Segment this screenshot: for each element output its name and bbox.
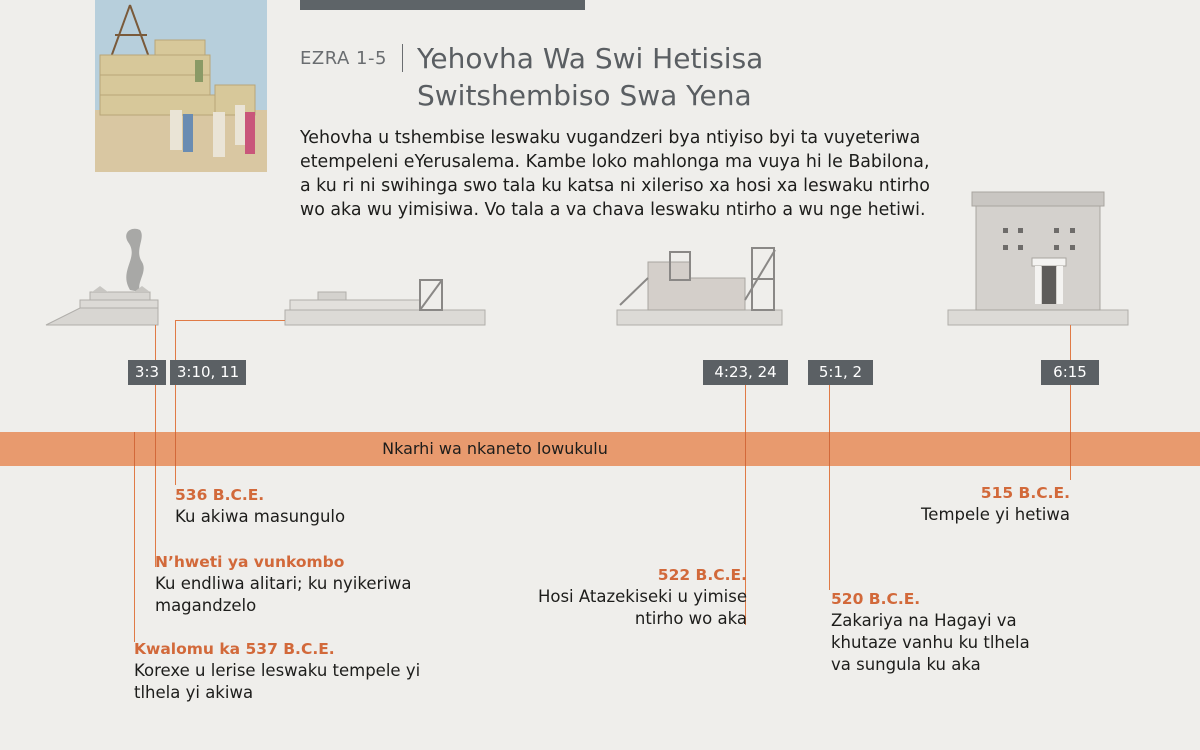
connector-line: [1070, 325, 1071, 360]
timeline-event: [921, 482, 1070, 526]
event-date: 536 B.C.E.: [175, 486, 265, 504]
event-text: tlhela yi akiwa: [134, 683, 254, 702]
connector-line: [155, 385, 156, 567]
connector-line: [175, 432, 176, 466]
connector-line: [1070, 432, 1071, 466]
timeline-event: [538, 564, 747, 630]
connector-line: [155, 325, 156, 360]
construction-stages: [0, 0, 1200, 330]
connector-line: [829, 385, 830, 590]
event-text: khutaze vanhu ku tlhela: [831, 633, 1030, 652]
ref-label: 6:15: [1041, 360, 1099, 385]
event-text: Korexe u lerise leswaku tempele yi: [134, 661, 421, 680]
connector-line: [745, 432, 746, 466]
connector-line: [829, 432, 830, 466]
event-text: Ku endliwa alitari; ku nyikeriwa: [155, 574, 412, 593]
connector-line: [175, 320, 285, 321]
band-label: Nkarhi wa nkaneto lowukulu: [382, 439, 608, 458]
connector-line: [155, 432, 156, 466]
connector-line: [134, 432, 135, 466]
intro-line: Yehovha u tshembise leswaku vugandzeri bya ntiyiso byi ta vuyeteriwa: [300, 128, 921, 148]
title-line: Switshembiso Swa Yena: [417, 79, 752, 112]
timeline-event: [155, 551, 411, 617]
event-date: 520 B.C.E.: [831, 590, 921, 608]
title-line: Yehovha Wa Swi Hetisisa: [417, 42, 764, 75]
event-date: 515 B.C.E.: [980, 484, 1070, 502]
ref-label: 4:23, 24: [703, 360, 788, 385]
event-date: 522 B.C.E.: [657, 566, 747, 584]
ref-label: 3:10, 11: [170, 360, 246, 385]
connector-line: [175, 320, 176, 360]
intro-line: wo aka wu yimisiwa. Vo tala a va chava leswaku ntirho a wu nge hetiwi.: [300, 200, 926, 220]
event-text: Ku akiwa masungulo: [175, 507, 346, 526]
timeline-event: [831, 588, 1030, 676]
altar-illustration: [46, 229, 158, 325]
partial-temple-illustration: [617, 248, 782, 325]
intro-line: etempeleni eYerusalema. Kambe loko mahlonga ma vuya hi le Babilona,: [300, 152, 930, 172]
timeline-event: [175, 484, 345, 528]
timeline-event: [134, 638, 420, 704]
intro-line: a ku ri ni swihinga swo tala ku katsa ni xileriso xa hosi xa leswaku ntirho: [300, 176, 930, 196]
scripture-reference: EZRA 1-5: [300, 48, 387, 69]
event-date: Kwalomu ka 537 B.C.E.: [134, 640, 335, 658]
event-date: N’hweti ya vunkombo: [155, 553, 345, 571]
event-text: Zakariya na Hagayi va: [831, 611, 1017, 630]
event-text: Tempele yi hetiwa: [921, 505, 1070, 524]
foundation-illustration: [285, 280, 485, 325]
event-text: magandzelo: [155, 596, 257, 615]
event-text: Hosi Atazekiseki u yimise: [537, 587, 747, 606]
finished-temple-illustration: [948, 192, 1128, 325]
event-text: ntirho wo aka: [634, 609, 747, 628]
ref-label: 5:1, 2: [808, 360, 873, 385]
event-text: va sungula ku aka: [831, 655, 981, 674]
ref-label: 3:3: [128, 360, 166, 385]
